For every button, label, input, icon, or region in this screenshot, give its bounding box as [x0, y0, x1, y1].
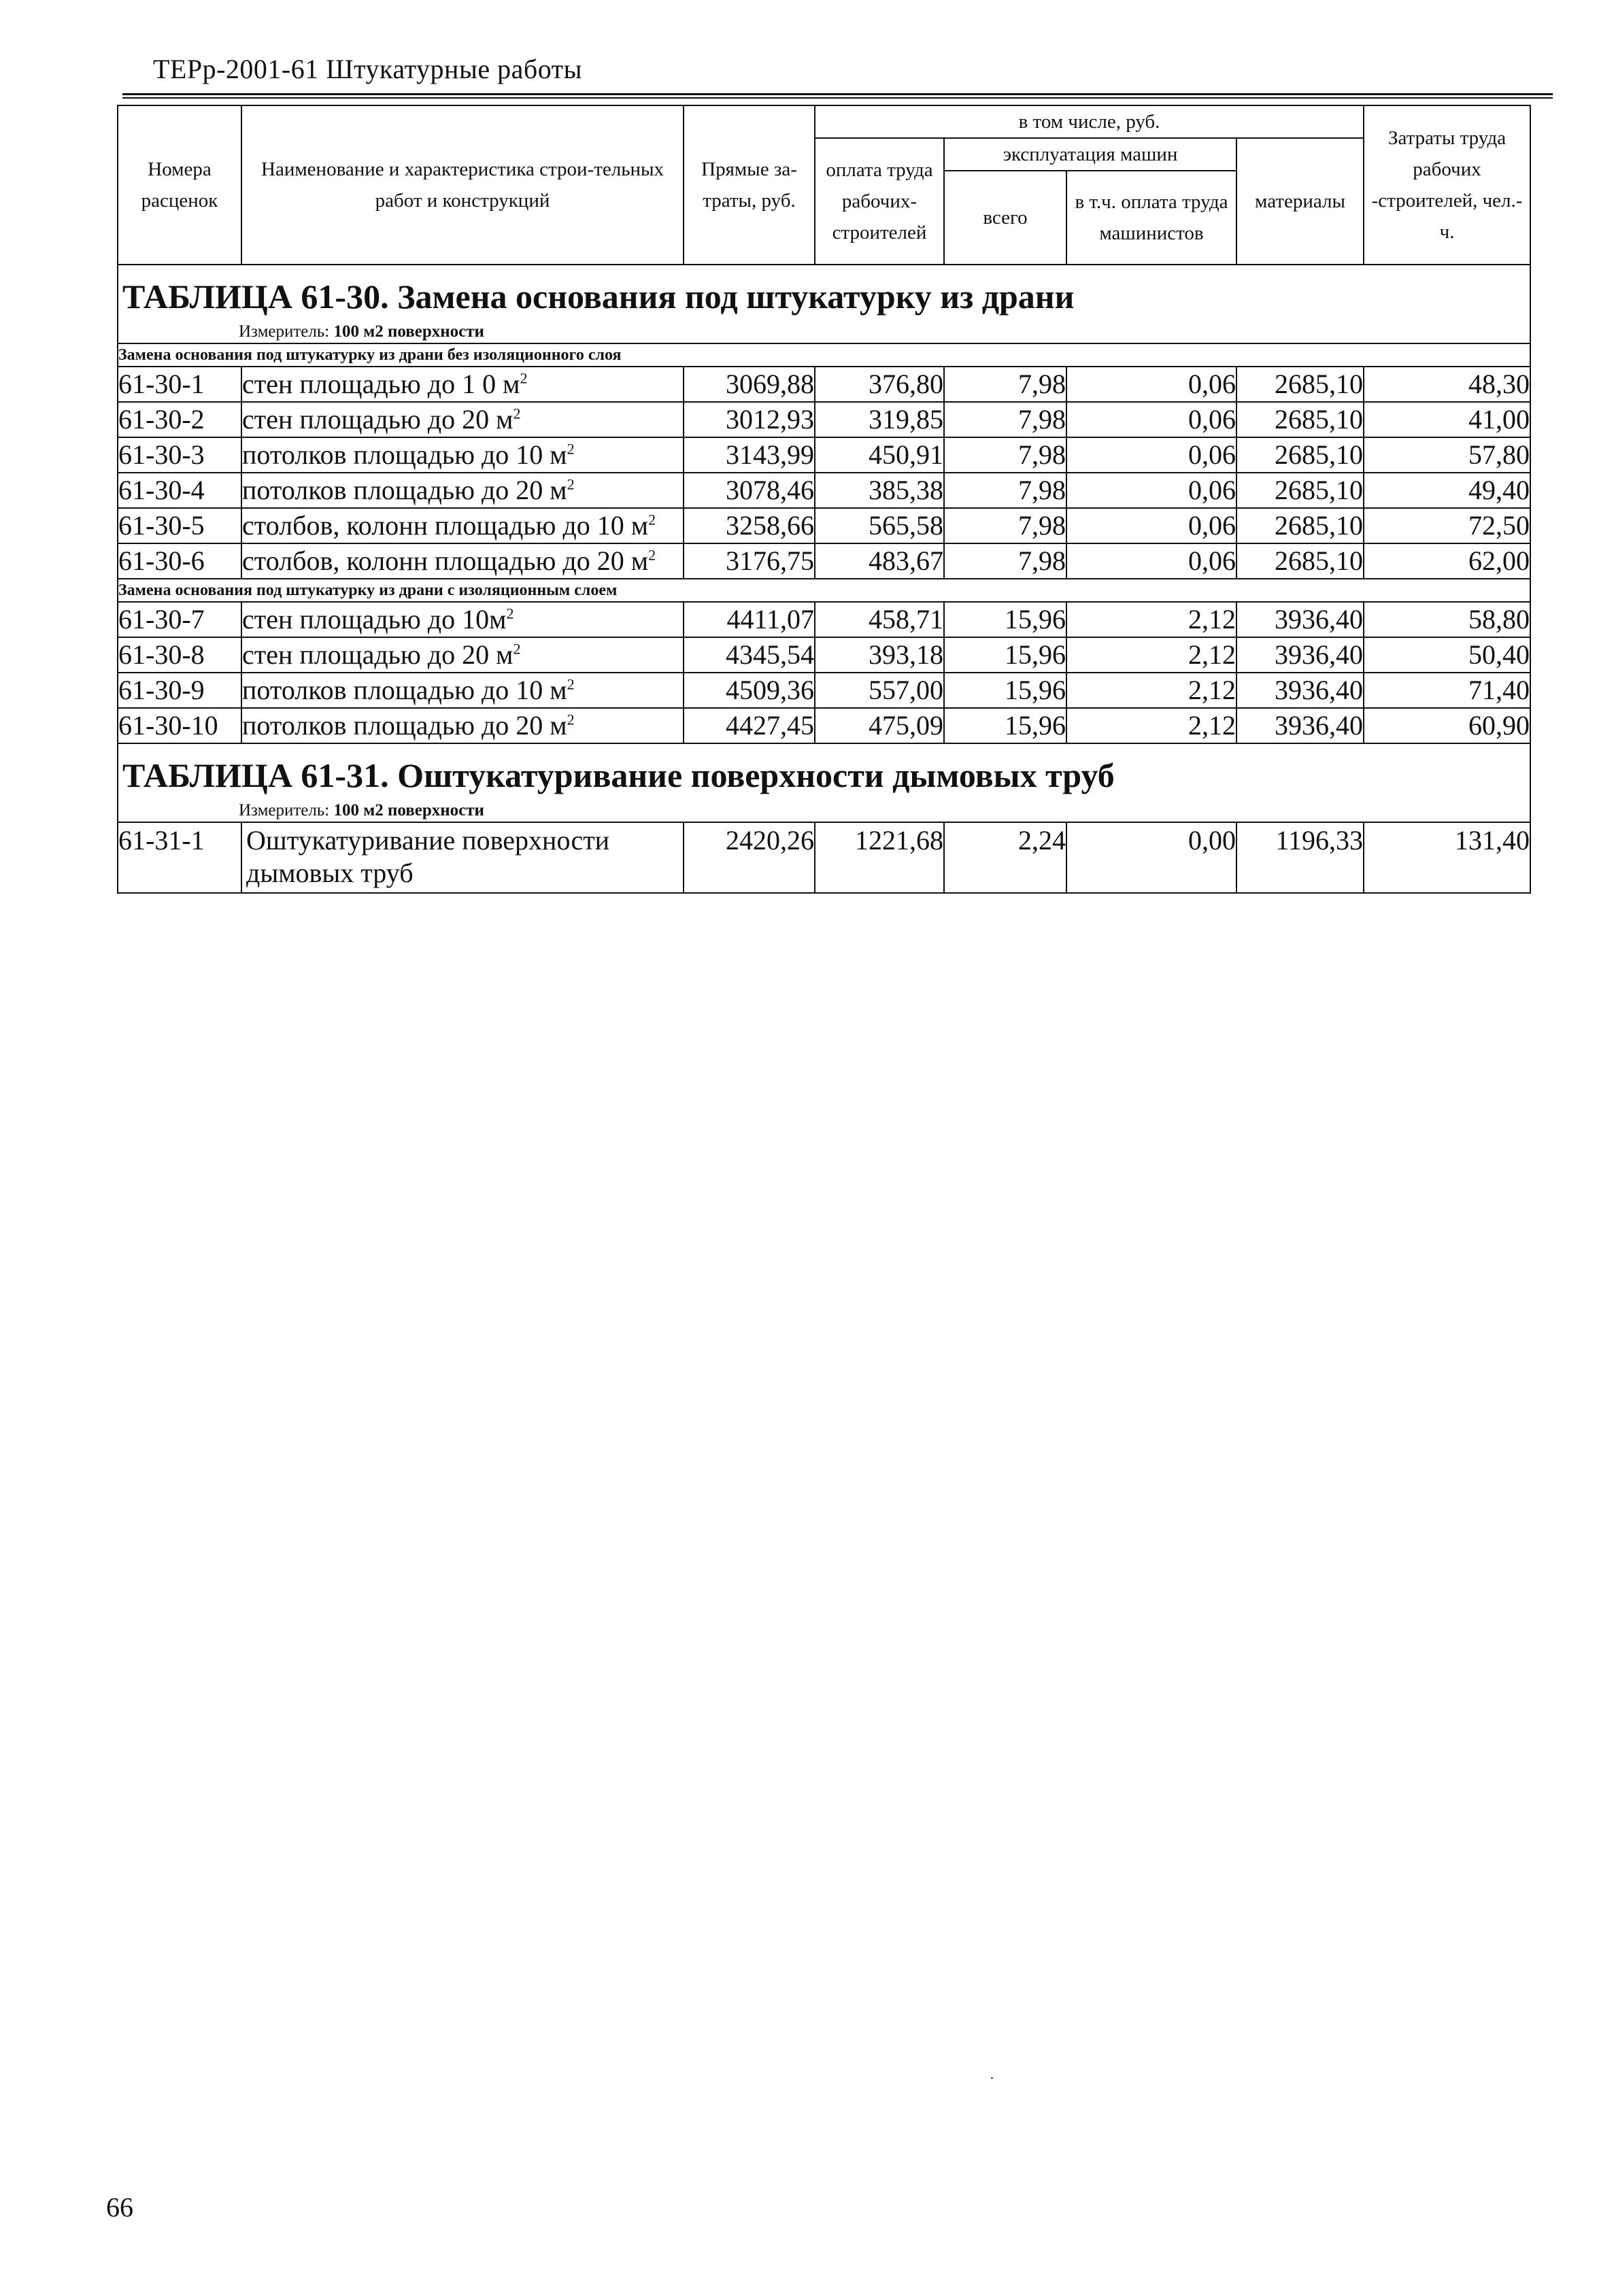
table-row: 61-30-4 потолков площадью до 20 $м^2$ 3078,46 385,38 7,98 0,06 2685,10 49,40	[118, 473, 1530, 508]
section-title-61-31: ТАБЛИЦА 61-31. Оштукатуривание поверхности дымовых труб Измеритель: 100 м2 поверхности	[118, 743, 1530, 822]
running-title: ТЕРр-2001-61 Штукатурные работы	[153, 54, 583, 84]
table-row: 61-30-2 стен площадью до 20 $м^2$ 3012,93 319,85 7,98 0,06 2685,10 41,00	[118, 402, 1530, 437]
table-row: 61-30-3 потолков площадью до 10 $м^2$ 3143,99 450,91 7,98 0,06 2685,10 57,80	[118, 437, 1530, 473]
table-row: 61-30-8 стен площадью до 20 $м^2$ 4345,54 393,18 15,96 2,12 3936,40 50,40	[118, 637, 1530, 673]
table-row: 61-30-7 стен площадью до $10м^2$ 4411,07 458,71 15,96 2,12 3936,40 58,80	[118, 602, 1530, 637]
col-operators-header: в т.ч. оплата труда машинистов	[1066, 171, 1236, 265]
table-row: 61-30-5 столбов, колонн площадью до 10 $м^2$ 3258,66 565,58 7,98 0,06 2685,10 72,50	[118, 508, 1530, 543]
col-machines-header: эксплуатация машин	[944, 138, 1236, 171]
col-name-header: Наименование и характеристика строи-тельных работ и конструкций	[241, 105, 684, 265]
col-labor-header: оплата труда рабочих-строителей	[815, 138, 944, 265]
col-including-header: в том числе, руб.	[815, 105, 1364, 138]
header-rule	[122, 93, 1553, 95]
col-hours-header: Затраты труда рабочих -строителей, чел.-ч.	[1364, 105, 1530, 265]
table-row: 61-30-10 потолков площадью до 20 $м^2$ 4427,45 475,09 15,96 2,12 3936,40 60,90	[118, 708, 1530, 743]
col-materials-header: материалы	[1236, 138, 1364, 265]
measure-61-30: Измеритель: 100 м2 поверхности	[239, 322, 484, 341]
scan-speck	[991, 2077, 993, 2079]
page-number: 66	[106, 2192, 133, 2223]
header-rule-thin	[122, 97, 1553, 99]
table-row: 61-30-6 столбов, колонн площадью до 20 $м^2$ 3176,75 483,67 7,98 0,06 2685,10 62,00	[118, 543, 1530, 579]
table-header	[118, 105, 1530, 265]
col-machines-total-header: всего	[944, 171, 1066, 265]
table-row: 61-31-1 Оштукатуривание поверхности дымовых труб 2420,26 1221,68 2,24 0,00 1196,33 131,40	[118, 822, 1530, 893]
measure-61-31: Измеритель: 100 м2 поверхности	[239, 801, 484, 820]
group-title-no-insulation: Замена основания под штукатурку из драни без изоляционного слоя	[118, 343, 1530, 367]
rates-table	[117, 105, 1531, 894]
section-title-61-30: ТАБЛИЦА 61-30. Замена основания под штукатурку из драни Измеритель: 100 м2 поверхности	[118, 265, 1530, 343]
col-direct-header: Прямые за-траты, руб.	[684, 105, 815, 265]
table-row: 61-30-1 стен площадью до 1 0 $м^2$ 3069,88 376,80 7,98 0,06 2685,10 48,30	[118, 367, 1530, 402]
group-title-with-insulation: Замена основания под штукатурку из драни с изоляционным слоем	[118, 579, 1530, 602]
col-code-header: Номера расценок	[118, 105, 241, 265]
table-row: 61-30-9 потолков площадью до 10 $м^2$ 4509,36 557,00 15,96 2,12 3936,40 71,40	[118, 673, 1530, 708]
